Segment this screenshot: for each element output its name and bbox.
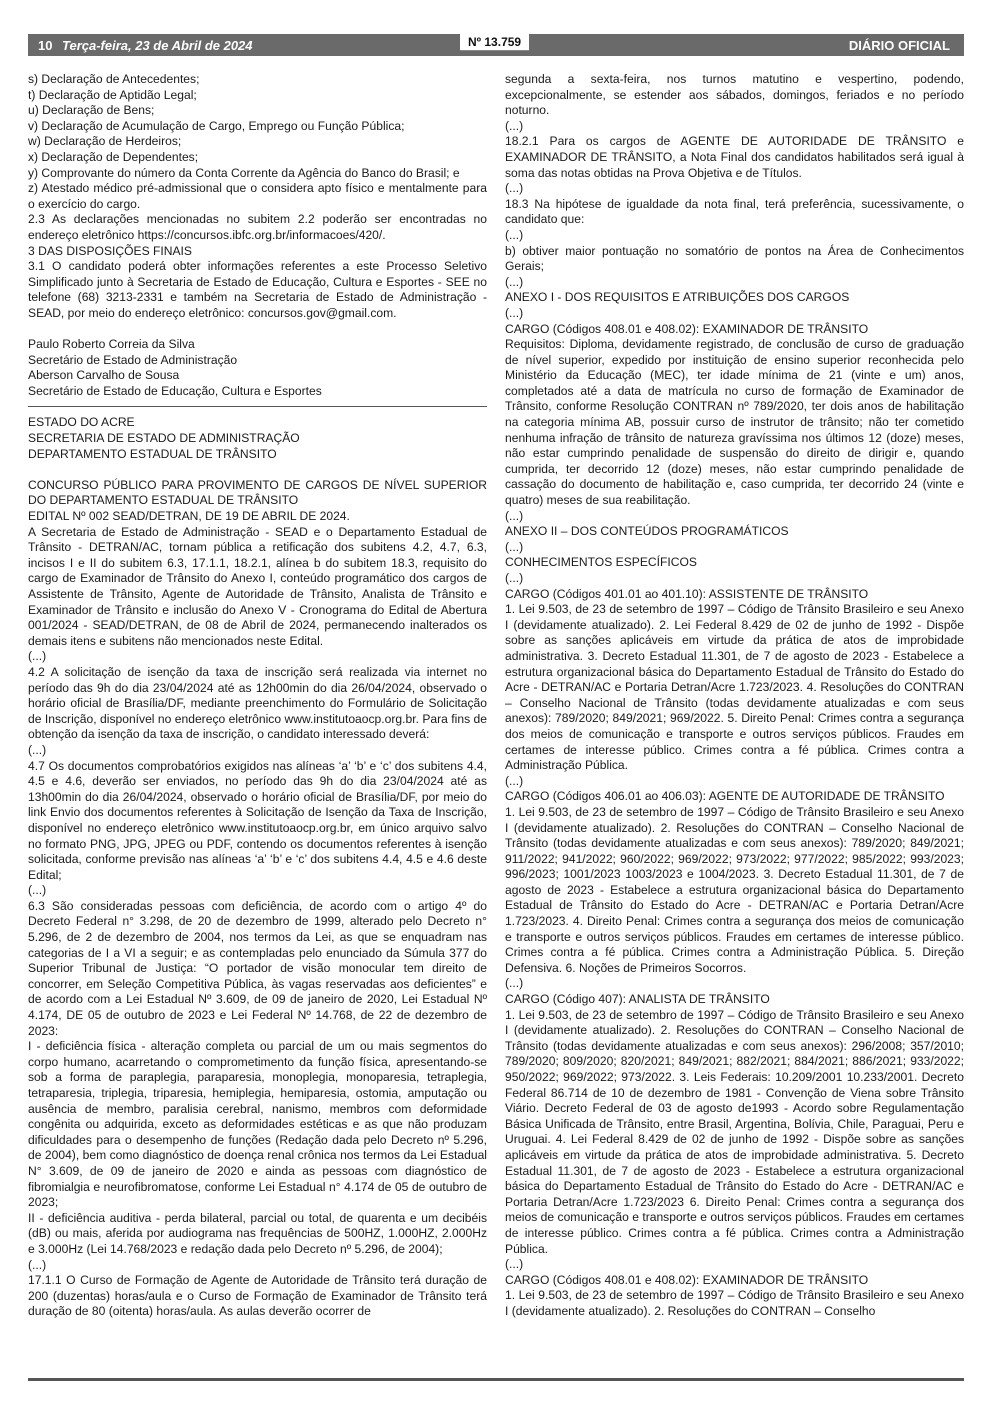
section-heading: ANEXO I - DOS REQUISITOS E ATRIBUIÇÕES DOS CARGOS [505,290,850,305]
paragraph: (...) [505,181,524,196]
paragraph: Requisitos: Diploma, devidamente registrado, de conclusão de curso de graduação de nível superior, expedido por instituição de ensino superior reconhecida pelo Ministério da Educação (MEC), ter idade mínima de 21 (vinte e um) anos, completados até a data de matrícula no curso de formação de Examinador de Trânsito, conforme Resolução CONTRAN nº 789/2020, ter dois anos de habilitação na categoria mínima AB, possuir curso de instrutor de trânsito; não ter cometido nenhuma infração de trânsito de natureza gravíssima nos últimos 12 (doze) meses, não estar cumprindo penalidade de suspensão do direito de dirigir e, quando cumprida, ter decorrido 12 (doze) meses, não estar cumprindo penalidade de cassação do documento de habilitação e, caso cumprida, ter decorrido 24 (vinte e quatro) meses de sua reabilitação. [505,337,964,508]
paragraph: A Secretaria de Estado de Administração - SEAD e o Departamento Estadual de Trânsito - DETRAN/AC, tornam pública a retificação dos subitens 4.2, 4.7, 6.3, incisos I e II do subitem 6.3, 17.1.1, 18.2.1, alínea b do subitem 18.3, requisito do cargo de Examinador de Trânsito do Anexo I, conteúdo programático dos cargos de Assistente de Trânsito, Agente de Autoridade de Trânsito, Analista de Trânsito e Examinador de Trânsito e inclusão do Anexo V - Cronograma do Edital de Abertura 001/2024 - SEAD/DETRAN, de 08 de Abril de 2024, permanecendo inalterados os demais itens e subitens não mencionados neste Edital. [28,524,487,648]
signatory-name: Aberson Carvalho de Sousa [28,368,180,383]
list-item: y) Comprovante do número da Conta Corrente da Agência do Banco do Brasil; e [28,165,460,180]
paragraph: b) obtiver maior pontuação no somatório de pontos na Área de Conhecimentos Gerais; [505,243,964,274]
paragraph: 18.3 Na hipótese de igualdade da nota final, terá preferência, sucessivamente, o candidato que: [505,196,964,227]
paragraph: 1. Lei 9.503, de 23 de setembro de 1997 – Código de Trânsito Brasileiro e seu Anexo I (devidamente atualizado). 2. Resoluções do CONTRAN – Conselho Nacional de Trânsito (todas devidamente atualizadas e com seus anexos): 789/2020; 849/2021; 911/2022; 941/2022; 960/2022; 969/2022; 973/2022; 977/2022; 985/2022; 993/2023; 996/2023; 1001/2023 1003/2023 e 1004/2023. 3. Decreto Estadual 11.301, de 7 de agosto de 2023 - Estabelece a estrutura organizacional básica do Departamento Estadual de Trânsito do Estado do Acre - DETRAN/AC e Portaria Detran/Acre 1.723/2023. 4. Direito Penal: Crimes contra a segurança dos meios de comunicação e transporte e outros serviços públicos. Fraudes em certames de interesse público. Crimes contra a fé pública. Crimes contra a Administração Pública. 5. Direção Defensiva. 6. Noções de Primeiros Socorros. [505,804,964,975]
paragraph: segunda a sexta-feira, nos turnos matutino e vespertino, podendo, excepcionalmente, se estender aos sábados, domingos, feriados e no período noturno. [505,72,964,118]
list-item: u) Declaração de Bens; [28,103,155,118]
paragraph: (...) [505,508,524,523]
list-item: x) Declaração de Dependentes; [28,149,199,164]
list-item: z) Atestado médico pré-admissional que o considera apto físico e mentalmente para o exercício do cargo. [28,181,487,211]
paragraph: (...) [28,649,47,664]
list-item: t) Declaração de Aptidão Legal; [28,87,197,102]
paragraph: (...) [505,118,524,133]
paragraph: (...) [505,571,524,585]
page-header [28,34,964,56]
org-line: SECRETARIA DE ESTADO DE ADMINISTRAÇÃO [28,431,300,446]
paragraph: 4.7 Os documentos comprobatórios exigidos nas alíneas ‘a’ ‘b’ e ‘c’ dos subitens 4.4, 4.5 e 4.6, deverão ser enviados, no período das 9h do dia 23/04/2024 até as 13h00min do dia 26/04/2024, observado o horário oficial de Brasília/DF, por meio do link Envio dos documentos referentes à Solicitação de Isenção da Taxa de Inscrição, disponível no endereço eletrônico www.institutoaocp.org.br, em único arquivo salvo no formato PNG, JPG, JPEG ou PDF, contendo os documentos referentes à isenção solicitada, conforme previsão nas alíneas ‘a’ ‘b’ e ‘c’ dos subitens 4.4, 4.5 e 4.6 deste Edital; [28,758,487,882]
paragraph: (...) [505,773,524,788]
paragraph: 4.2 A solicitação de isenção da taxa de inscrição será realizada via internet no período das 9h do dia 23/04/2024 até as 12h00min do dia 26/04/2024, observado o horário oficial de Brasília/DF, mediante preenchimento do Formulário de Solicitação de Inscrição, disponível no endereço eletrônico www.institutoaocp.org.br. Para fins de obtenção da isenção da taxa de inscrição, o candidato interessado deverá: [28,664,487,742]
cargo-heading: CARGO (Códigos 401.01 ao 401.10): ASSISTENTE DE TRÂNSITO [505,586,869,601]
publication-name: DIÁRIO OFICIAL [848,38,950,53]
paragraph: 1. Lei 9.503, de 23 de setembro de 1997 – Código de Trânsito Brasileiro e seu Anexo I (devidamente atualizado). 2. Resoluções do CONTRAN – Conselho Nacional de Trânsito (todas devidamente atualizadas e com seus anexos): 296/2008; 357/2010; 789/2020; 809/2020; 820/2021; 849/2021; 882/2021; 884/2021; 886/2021; 933/2022; 950/2022; 969/2022; 973/2022. 3. Leis Federais: 10.209/2001 10.233/2001. Decreto Federal 86.714 de 10 de dezembro de 1981 - Convenção de Viena sobre Trânsito Viário. Decreto Federal de 03 de agosto de1993 - Acordo sobre Regulamentação Básica Unificada de Trânsito, entre Brasil, Argentina, Bolívia, Chile, Paraguai, Peru e Uruguai. 4. Lei Federal 8.429 de 02 de junho de 1992 - Dispõe sobre as sanções aplicáveis em virtude da prática de atos de improbidade administrativa. 5. Decreto Estadual 11.301, de 7 de agosto de 2023 - Estabelece a estrutura organizacional básica do Departamento Estadual de Trânsito do Estado do Acre - DETRAN/AC e Portaria Detran/Acre 1.723/2023 6. Direito Penal: Crimes contra a segurança dos meios de comunicação e transporte e outros serviços públicos. Fraudes em certames de interesse público. Crimes contra a fé pública. Crimes contra a Administração Pública. [505,1007,964,1256]
org-heading [28,415,487,462]
edital-body [28,525,487,1320]
right-column [505,72,964,1376]
section-heading: CONHECIMENTOS ESPECÍFICOS [505,555,697,570]
paragraph: (...) [505,305,524,320]
cargo-heading: CARGO (Códigos 406.01 ao 406.03): AGENTE DE AUTORIDADE DE TRÂNSITO [505,789,945,804]
page-number: 10 [38,38,53,53]
left-column [28,72,487,1376]
list-item: s) Declaração de Antecedentes; [28,72,200,86]
paragraph: 2.3 As declarações mencionadas no subitem 2.2 poderão ser encontradas no endereço eletrônico https://concursos.ibfc.org.br/informacoes/420/. [28,212,487,242]
cargo-heading: CARGO (Códigos 408.01 e 408.02): EXAMINADOR DE TRÂNSITO [505,321,869,336]
cargo-heading: CARGO (Códigos 408.01 e 408.02): EXAMINADOR DE TRÂNSITO [505,1272,869,1287]
paragraph: 3.1 O candidato poderá obter informações referentes a este Processo Seletivo Simplificado junto à Secretaria de Estado de Educação, Cultura e Esportes - SEE no telefone (68) 3213-2331 e também na Secretaria de Estado de Administração - SEAD, por meio do endereço eletrônico: concursos.gov@gmail.com. [28,259,487,320]
paragraph: 1. Lei 9.503, de 23 de setembro de 1997 – Código de Trânsito Brasileiro e seu Anexo I (devidamente atualizado). 2. Lei Federal 8.429 de 02 de junho de 1992 - Dispõe sobre as sanções aplicáveis em virtude da prática de atos de improbidade administrativa. 3. Decreto Estadual 11.301, de 7 de agosto de 2023 - Estabelece a estrutura organizacional básica do Departamento Estadual de Trânsito do Estado do Acre - DETRAN/AC e Portaria Detran/Acre 1.723/2023. 4. Resoluções do CONTRAN – Conselho Nacional de Trânsito (todas devidamente atualizadas e com seus anexos): 789/2020; 849/2021; 969/2022. 5. Direito Penal: Crimes contra a segurança dos meios de comunicação e transporte e outros serviços públicos. Fraudes em certames de interesse público. Crimes contra a fé pública. Crimes contra a Administração Pública. [505,602,964,773]
paragraph: (...) [505,1257,524,1272]
paragraph: I - deficiência física - alteração completa ou parcial de um ou mais segmentos do corpo humano, acarretando o comprometimento da função física, apresentando-se sob a forma de paraplegia, paraparesia, monoplegia, monoparesia, tetraplegia, tetraparesia, triplegia, triparesia, hemiplegia, hemiparesia, ostomia, amputação ou ausência de membro, paralisia cerebral, nanismo, membros com deformidade congênita ou adquirida, exceto as deformidades estéticas e as que não produzam dificuldades para o desempenho de funções (Redação dada pelo Decreto nº 5.296, de 2004), bem como diagnóstico de doença renal crônica nos termos da Lei Estadual N° 3.609, de 09 de janeiro de 2020 e ainda as pessoas com diagnóstico de fibromialgia e neurofibromatose, conforme Lei Estadual n° 4.174 de 05 de outubro de 2023; [28,1039,487,1210]
cargo-heading: CARGO (Código 407): ANALISTA DE TRÂNSITO [505,992,770,1007]
paragraph: (...) [505,274,524,289]
section-heading: ANEXO II – DOS CONTEÚDOS PROGRAMÁTICOS [505,524,789,539]
paragraph: 18.2.1 Para os cargos de AGENTE DE AUTORIDADE DE TRÂNSITO e EXAMINADOR DE TRÂNSITO, a Nota Final dos candidatos habilitados será igual à soma das notas obtidas na Prova Objetiva e de Títulos. [505,134,964,180]
declaration-list [28,72,487,322]
signatory-title: Secretário de Estado de Administração [28,352,238,367]
edital-number: EDITAL Nº 002 SEAD/DETRAN, DE 19 DE ABRIL DE 2024. [28,509,350,524]
paragraph: (...) [28,1257,47,1272]
paragraph: 17.1.1 O Curso de Formação de Agente de Autoridade de Trânsito terá duração de 200 (duzentas) horas/aula e o Curso de Formação de Examinador de Trânsito terá duração de 80 (oitenta) horas/aula. As aulas deverão ocorrer de [28,1273,487,1319]
paragraph: (...) [505,227,524,242]
signature-block [28,337,487,399]
paragraph: 6.3 São consideradas pessoas com deficiência, de acordo com o artigo 4º do Decreto Federal n° 3.298, de 20 de dezembro de 1999, alterado pelo Decreto n° 5.296, de 2 de dezembro de 2004, nos termos da Lei, as que se enquadram nas categorias de I a VI a seguir; e as contempladas pelo enunciado da Súmula 377 do Superior Tribunal de Justiça: “O portador de visão monocular tem direito de concorrer, em Seleção Competitiva Pública, às vagas reservadas aos deficientes” e de acordo com a Lei Estadual Nº 3.609, de 09 de janeiro de 2020, Lei Estadual Nº 4.174, DE 05 de outubro de 2023 e Lei Federal Nº 14.768, de 22 de dezembro de 2023: [28,898,487,1038]
signatory-name: Paulo Roberto Correia da Silva [28,337,195,352]
signatory-title: Secretário de Estado de Educação, Cultura e Esportes [28,383,322,398]
paragraph: (...) [505,976,524,991]
paragraph: (...) [28,742,47,757]
section-divider [28,406,487,407]
issue-number: Nº 13.759 [460,34,529,51]
paragraph: II - deficiência auditiva - perda bilateral, parcial ou total, de quarenta e um decibéis (dB) ou mais, aferida por audiograma nas frequências de 500HZ, 1.000HZ, 2.000Hz e 3.000Hz (Lei 14.768/2023 e redação dada pelo Decreto nº 5.296, de 2004); [28,1210,487,1256]
list-item: v) Declaração de Acumulação de Cargo, Emprego ou Função Pública; [28,118,405,133]
paragraph: (...) [28,883,47,898]
section-heading: 3 DAS DISPOSIÇÕES FINAIS [28,243,192,258]
list-item: w) Declaração de Herdeiros; [28,134,182,149]
paragraph: (...) [505,539,524,554]
org-line: ESTADO DO ACRE [28,415,135,430]
edital-title: CONCURSO PÚBLICO PARA PROVIMENTO DE CARGOS DE NÍVEL SUPERIOR DO DEPARTAMENTO ESTADUAL DE TRÂNSITO [28,477,487,508]
issue-date: Terça-feira, 23 de Abril de 2024 [62,38,253,53]
footer-rule [28,1378,964,1381]
paragraph: 1. Lei 9.503, de 23 de setembro de 1997 – Código de Trânsito Brasileiro e seu Anexo I (devidamente atualizado). 2. Resoluções do CONTRAN – Conselho [505,1288,964,1318]
org-line: DEPARTAMENTO ESTADUAL DE TRÂNSITO [28,446,277,461]
